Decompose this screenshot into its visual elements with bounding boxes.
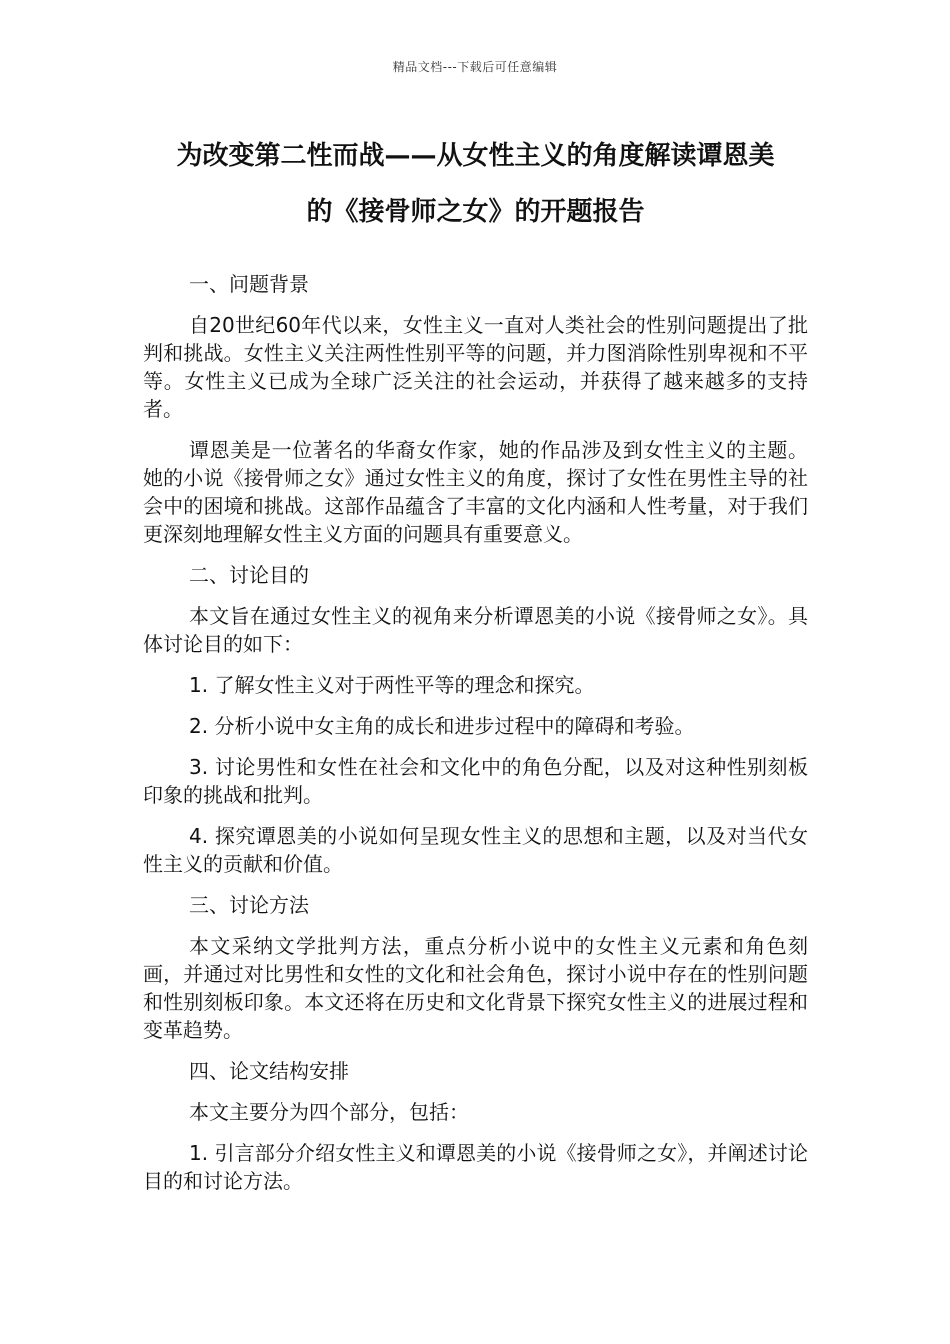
section-heading-background: 一、问题背景 [189, 272, 309, 296]
document-body [143, 270, 808, 1208]
section-heading-method: 三、讨论方法 [189, 893, 309, 917]
document-title-line-2: 的《接骨师之女》的开题报告 [306, 197, 645, 227]
paragraph-structure-intro: 本文主要分为四个部分，包括： [189, 1100, 469, 1124]
list-item-structure-1: 1. 引言部分介绍女性主义和谭恩美的小说《接骨师之女》，并阐述讨论目的和讨论方法。 [143, 1141, 808, 1193]
section-heading-purpose: 二、讨论目的 [189, 563, 309, 587]
list-item-purpose-3: 3. 讨论男性和女性在社会和文化中的角色分配，以及对这种性别刻板印象的挑战和批判。 [143, 755, 808, 807]
paragraph-method: 本文采纳文学批判方法，重点分析小说中的女性主义元素和角色刻画，并通过对比男性和女性的文化和社会角色，探讨小说中存在的性别问题和性别刻板印象。本文还将在历史和文化背景下探究女性主义的进展过程和变革趋势。 [143, 934, 808, 1042]
document-title-line-1: 为改变第二性而战——从女性主义的角度解读谭恩美 [176, 141, 775, 171]
paragraph-background-2: 谭恩美是一位著名的华裔女作家，她的作品涉及到女性主义的主题。她的小说《接骨师之女》通过女性主义的角度，探讨了女性在男性主导的社会中的困境和挑战。这部作品蕴含了丰富的文化内涵和人性考量，对于我们更深刻地理解女性主义方面的问题具有重要意义。 [143, 438, 808, 546]
header-note: 精品文档---下载后可任意编辑 [392, 60, 558, 74]
paragraph-purpose-intro: 本文旨在通过女性主义的视角来分析谭恩美的小说《接骨师之女》。具体讨论目的如下： [143, 604, 808, 656]
list-item-purpose-4: 4. 探究谭恩美的小说如何呈现女性主义的思想和主题，以及对当代女性主义的贡献和价值。 [143, 824, 808, 876]
list-item-purpose-1: 1. 了解女性主义对于两性平等的理念和探究。 [189, 673, 595, 697]
list-item-purpose-2: 2. 分析小说中女主角的成长和进步过程中的障碍和考验。 [189, 714, 695, 738]
paragraph-background-1: 自20世纪60年代以来，女性主义一直对人类社会的性别问题提出了批判和挑战。女性主义关注两性性别平等的问题，并力图消除性别卑视和不平等。女性主义已成为全球广泛关注的社会运动，并获得了越来越多的支持者。 [143, 313, 808, 421]
section-heading-structure: 四、论文结构安排 [189, 1059, 349, 1083]
